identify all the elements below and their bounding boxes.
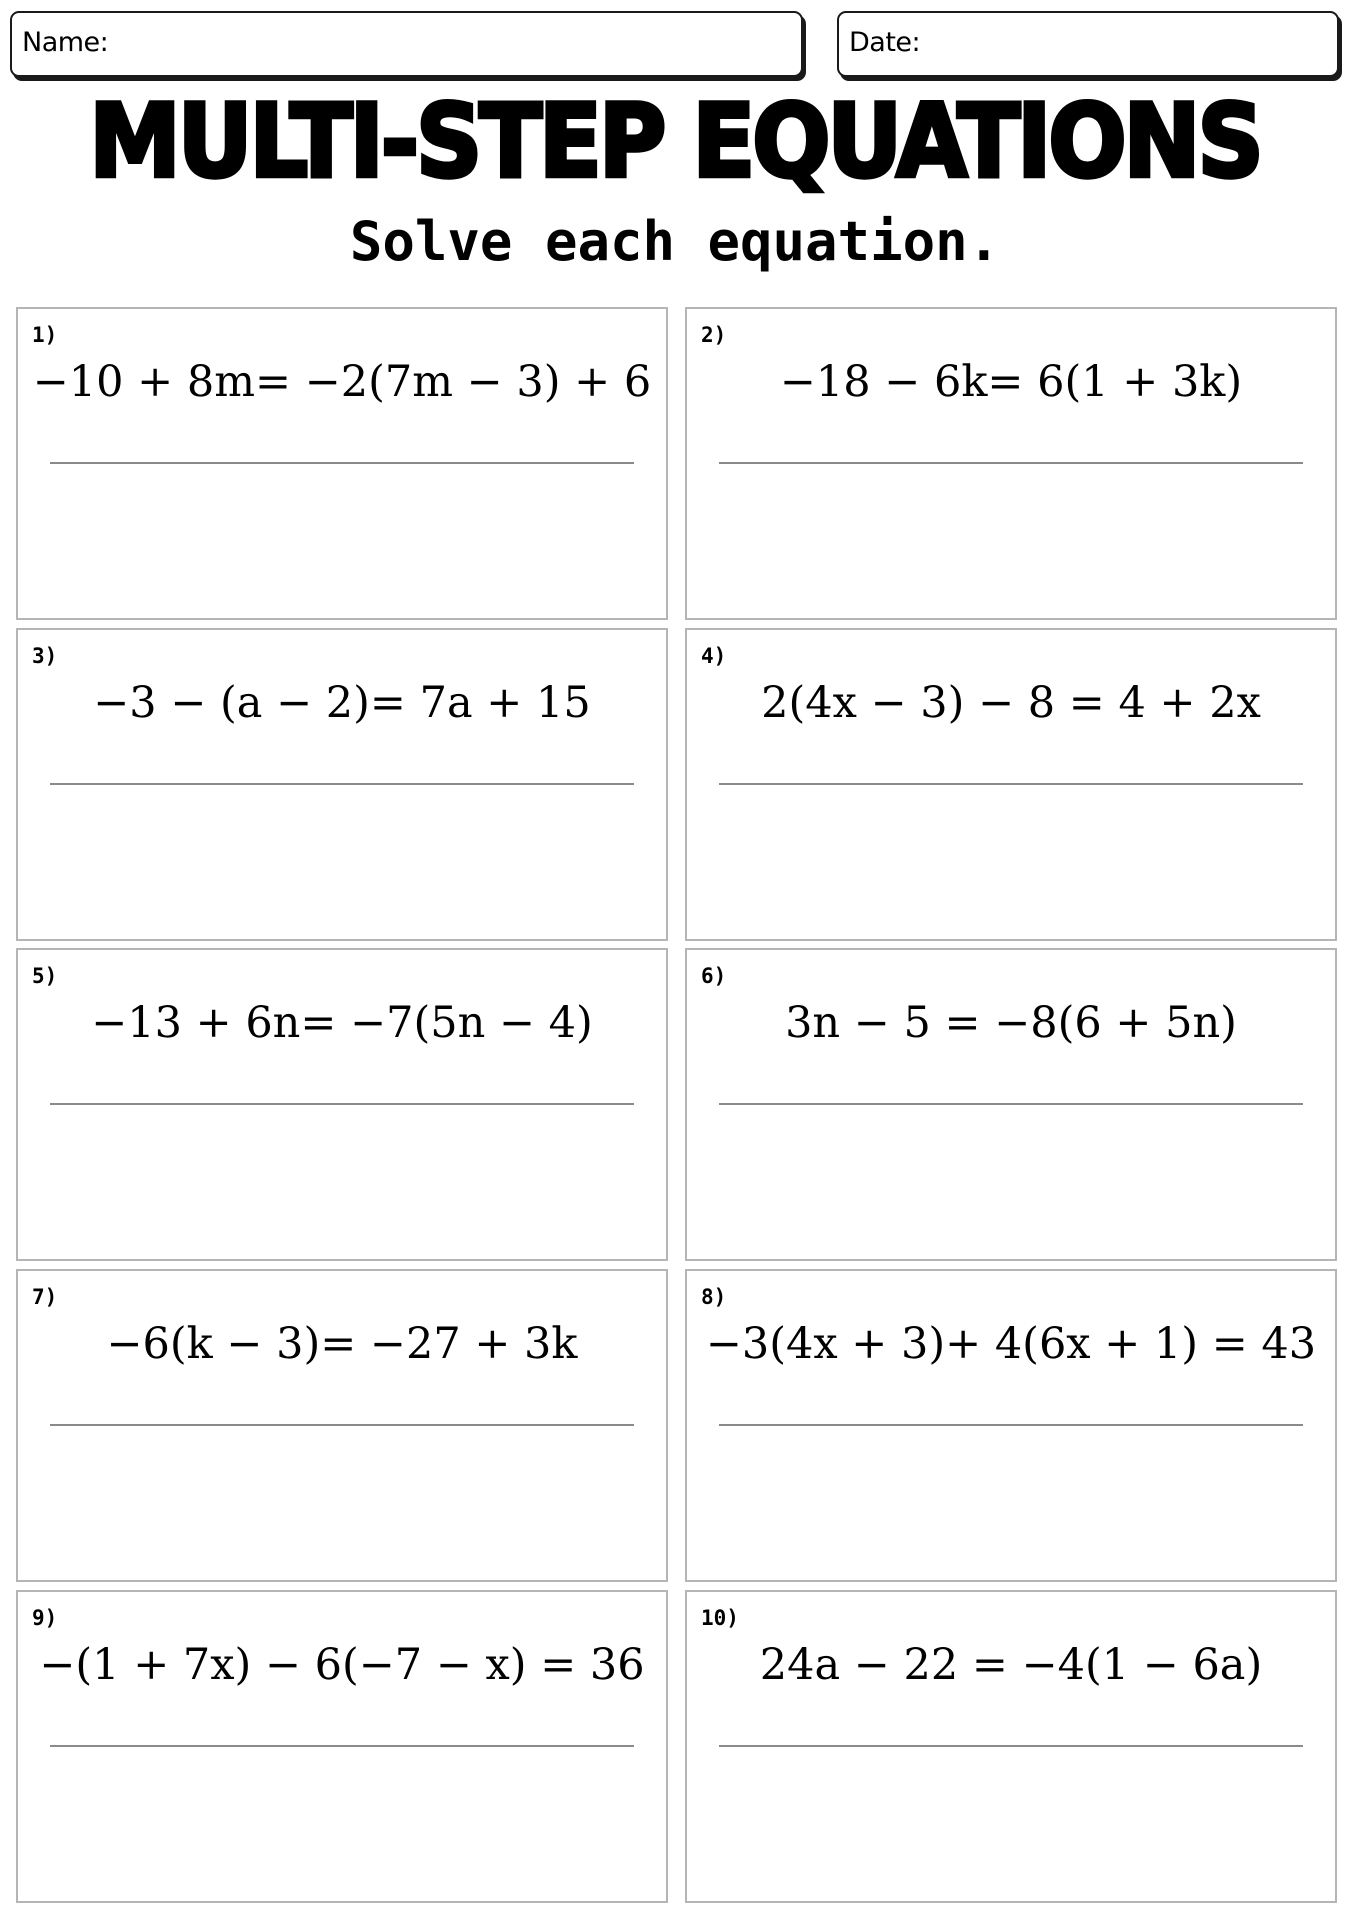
problem-equation: 3n − 5 = −8(6 + 5n) — [785, 998, 1237, 1048]
answer-line[interactable] — [719, 783, 1303, 785]
problem-box-5 — [16, 948, 668, 1261]
problem-number: 4) — [701, 644, 727, 668]
problem-number: 10) — [701, 1606, 739, 1630]
date-label: Date: — [849, 27, 921, 58]
problem-box-8 — [685, 1269, 1337, 1582]
answer-line[interactable] — [50, 1745, 634, 1747]
problem-number: 9) — [32, 1606, 58, 1630]
answer-line[interactable] — [50, 783, 634, 785]
problem-number: 3) — [32, 644, 58, 668]
problem-box-3 — [16, 628, 668, 941]
answer-line[interactable] — [719, 1424, 1303, 1426]
problem-box-10 — [685, 1590, 1337, 1903]
worksheet-title: MULTI-STEP EQUATIONS — [89, 82, 1261, 201]
problem-number: 2) — [701, 323, 727, 347]
problem-equation: −18 − 6k= 6(1 + 3k) — [779, 357, 1243, 407]
date-field[interactable] — [837, 11, 1339, 77]
problem-box-6 — [685, 948, 1337, 1261]
problem-equation: 24a − 22 = −4(1 − 6a) — [759, 1640, 1263, 1690]
answer-line[interactable] — [719, 1745, 1303, 1747]
problem-box-2 — [685, 307, 1337, 620]
answer-line[interactable] — [50, 462, 634, 464]
problem-equation: 2(4x − 3) − 8 = 4 + 2x — [761, 678, 1261, 728]
problem-equation: −(1 + 7x) − 6(−7 − x) = 36 — [39, 1640, 645, 1690]
worksheet-instructions: Solve each equation. — [349, 210, 1001, 273]
name-field[interactable] — [10, 11, 803, 77]
problem-number: 1) — [32, 323, 58, 347]
answer-line[interactable] — [719, 1103, 1303, 1105]
problem-equation: −10 + 8m= −2(7m − 3) + 6 — [32, 357, 652, 407]
problem-number: 5) — [32, 964, 58, 988]
answer-line[interactable] — [50, 1103, 634, 1105]
problem-equation: −3(4x + 3)+ 4(6x + 1) = 43 — [705, 1319, 1317, 1369]
problem-number: 6) — [701, 964, 727, 988]
problem-equation: −6(k − 3)= −27 + 3k — [106, 1319, 578, 1369]
answer-line[interactable] — [50, 1424, 634, 1426]
problem-box-7 — [16, 1269, 668, 1582]
problem-box-9 — [16, 1590, 668, 1903]
problem-equation: −3 − (a − 2)= 7a + 15 — [93, 678, 591, 728]
answer-line[interactable] — [719, 462, 1303, 464]
problem-number: 7) — [32, 1285, 58, 1309]
problem-box-4 — [685, 628, 1337, 941]
name-label: Name: — [22, 27, 109, 58]
problem-number: 8) — [701, 1285, 727, 1309]
problem-box-1 — [16, 307, 668, 620]
problem-equation: −13 + 6n= −7(5n − 4) — [91, 998, 593, 1048]
